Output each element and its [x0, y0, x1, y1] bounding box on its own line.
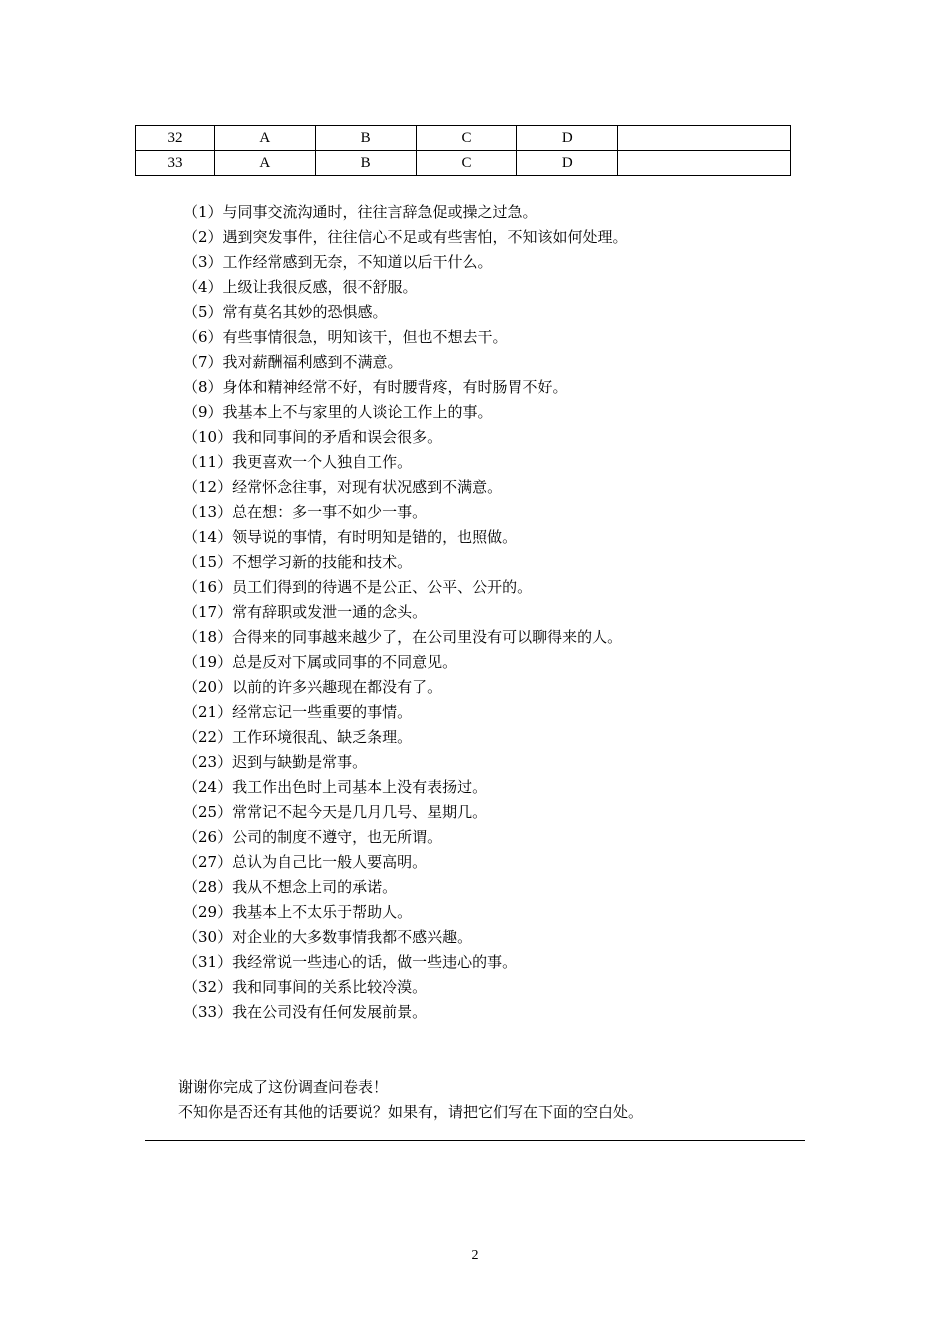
question-item: （5）常有莫名其妙的恐惧感。	[183, 303, 388, 321]
question-item: （30）对企业的大多数事情我都不感兴趣。	[183, 928, 473, 946]
comment-prompt: 不知你是否还有其他的话要说？如果有，请把它们写在下面的空白处。	[178, 1103, 644, 1121]
option-c-cell[interactable]: C	[416, 151, 517, 176]
question-item: （9）我基本上不与家里的人谈论工作上的事。	[183, 403, 493, 421]
question-item: （13）总在想：多一事不如少一事。	[183, 503, 428, 521]
closing-section	[178, 1075, 643, 1125]
blank-cell	[618, 126, 791, 151]
table-row	[136, 151, 791, 176]
question-number-cell: 33	[136, 151, 215, 176]
option-b-cell[interactable]: B	[315, 151, 416, 176]
question-item: （24）我工作出色时上司基本上没有表扬过。	[183, 778, 488, 796]
option-c-cell[interactable]: C	[416, 126, 517, 151]
question-item: （19）总是反对下属或同事的不同意见。	[183, 653, 458, 671]
question-item: （16）员工们得到的待遇不是公正、公平、公开的。	[183, 578, 533, 596]
question-item: （18）合得来的同事越来越少了，在公司里没有可以聊得来的人。	[183, 628, 623, 646]
question-item: （25）常常记不起今天是几月几号、星期几。	[183, 803, 488, 821]
question-item: （29）我基本上不太乐于帮助人。	[183, 903, 413, 921]
question-item: （2）遇到突发事件，往往信心不足或有些害怕，不知该如何处理。	[183, 228, 628, 246]
question-item: （27）总认为自己比一般人要高明。	[183, 853, 428, 871]
question-item: （10）我和同事间的矛盾和误会很多。	[183, 428, 443, 446]
question-item: （22）工作环境很乱、缺乏条理。	[183, 728, 413, 746]
question-item: （33）我在公司没有任何发展前景。	[183, 1003, 428, 1021]
option-a-cell[interactable]: A	[214, 151, 315, 176]
question-item: （6）有些事情很急，明知该干，但也不想去干。	[183, 328, 508, 346]
question-item: （28）我从不想念上司的承诺。	[183, 878, 398, 896]
question-list	[183, 200, 628, 1025]
page-number: 2	[471, 1248, 479, 1263]
blank-cell	[618, 151, 791, 176]
option-a-cell[interactable]: A	[214, 126, 315, 151]
question-item: （20）以前的许多兴趣现在都没有了。	[183, 678, 443, 696]
option-b-cell[interactable]: B	[315, 126, 416, 151]
question-item: （12）经常怀念往事，对现有状况感到不满意。	[183, 478, 503, 496]
question-item: （32）我和同事间的关系比较冷漠。	[183, 978, 428, 996]
question-item: （31）我经常说一些违心的话，做一些违心的事。	[183, 953, 518, 971]
question-item: （1）与同事交流沟通时，往往言辞急促或操之过急。	[183, 203, 538, 221]
table-row	[136, 126, 791, 151]
question-item: （7）我对薪酬福利感到不满意。	[183, 353, 403, 371]
question-item: （4）上级让我很反感，很不舒服。	[183, 278, 418, 296]
question-item: （23）迟到与缺勤是常事。	[183, 753, 368, 771]
answer-table	[135, 125, 791, 176]
option-d-cell[interactable]: D	[517, 126, 618, 151]
question-item: （17）常有辞职或发泄一通的念头。	[183, 603, 428, 621]
question-item: （21）经常忘记一些重要的事情。	[183, 703, 413, 721]
question-item: （3）工作经常感到无奈，不知道以后干什么。	[183, 253, 493, 271]
question-item: （26）公司的制度不遵守，也无所谓。	[183, 828, 443, 846]
question-number-cell: 32	[136, 126, 215, 151]
question-item: （11）我更喜欢一个人独自工作。	[183, 453, 413, 471]
question-item: （15）不想学习新的技能和技术。	[183, 553, 413, 571]
option-d-cell[interactable]: D	[517, 151, 618, 176]
thanks-text: 谢谢你完成了这份调查问卷表！	[178, 1078, 389, 1096]
comment-answer-line[interactable]	[145, 1140, 805, 1141]
question-item: （14）领导说的事情，有时明知是错的，也照做。	[183, 528, 518, 546]
question-item: （8）身体和精神经常不好，有时腰背疼，有时肠胃不好。	[183, 378, 568, 396]
